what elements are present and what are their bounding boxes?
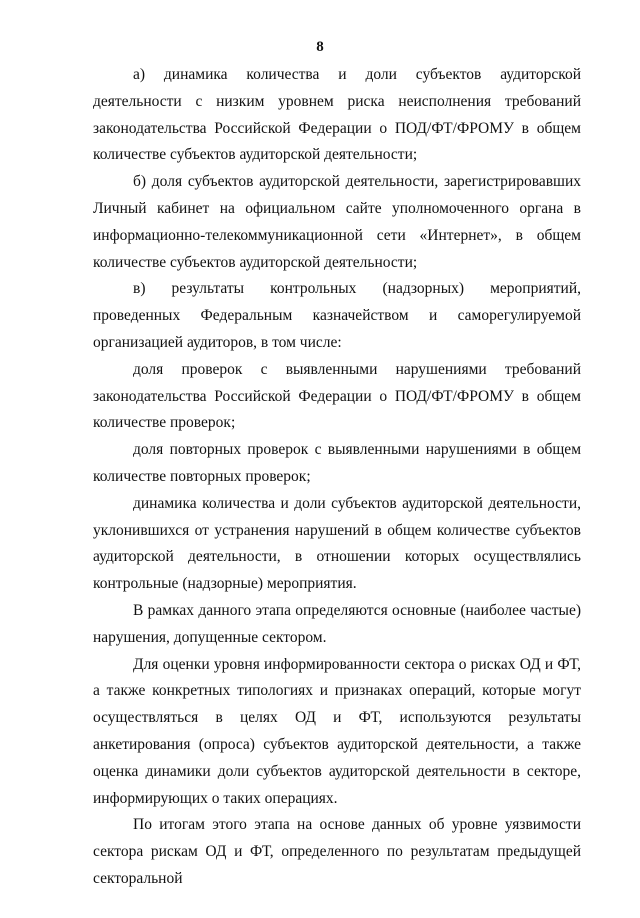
paragraph-repeat-inspections: доля повторных проверок с выявленными нарушениями в общем количестве повторных проверок;	[93, 441, 581, 485]
paragraph-awareness-assessment: Для оценки уровня информированности сектора о рисках ОД и ФТ, а также конкретных типологиях и признаках операций, которые могут осуществляться в целях ОД и ФТ, используются результаты анкетирования (опроса) субъектов аудиторской деятельности, а также оценка динамики доли субъектов аудиторской деятельности в секторе, информирующих о таких операциях.	[93, 655, 581, 807]
paragraph-evading-entities: динамика количества и доли субъектов аудиторской деятельности, уклонившихся от устранения нарушений в общем количестве субъектов аудиторской деятельности, в отношении которых осуществлялись контрольные (надзорные) мероприятия.	[93, 494, 581, 593]
paragraph-c-control-results: в) результаты контрольных (надзорных) мероприятий, проведенных Федеральным казначейством и саморегулируемой организацией аудиторов, в том числе:	[93, 280, 581, 351]
paragraph-a-dynamics: а) динамика количества и доли субъектов аудиторской деятельности с низким уровнем риска неисполнения требований законодательства Российской Федерации о ПОД/ФТ/ФРОМУ в общем количестве субъектов аудиторской деятельности;	[93, 66, 581, 164]
paragraph-b-personal-account: б) доля субъектов аудиторской деятельности, зарегистрировавших Личный кабинет на официальном сайте уполномоченного органа в информационно-телекоммуникационной сети «Интернет», в общем количестве субъектов аудиторской деятельности;	[93, 173, 581, 271]
page-number: 8	[316, 39, 324, 55]
paragraph-stage-results: По итогам этого этапа на основе данных об уровне уязвимости сектора рискам ОД и ФТ, определенного по результатам предыдущей секторальной	[93, 816, 581, 887]
document-body	[93, 62, 581, 893]
paragraph-share-of-inspections: доля проверок с выявленными нарушениями требований законодательства Российской Федерации о ПОД/ФТ/ФРОМУ в общем количестве проверок;	[93, 360, 581, 432]
paragraph-main-violations: В рамках данного этапа определяются основные (наиболее частые) нарушения, допущенные сектором.	[93, 601, 581, 646]
